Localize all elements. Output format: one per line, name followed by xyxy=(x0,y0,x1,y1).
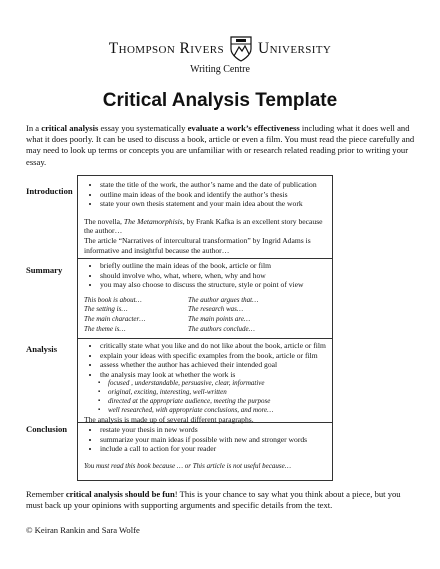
conclusion-note: You must read this book because … or This article is not useful because… xyxy=(84,461,291,470)
divider xyxy=(78,422,332,423)
conclusion-list xyxy=(84,425,328,454)
list-item: • explain your ideas with specific examples from the book, article or film xyxy=(100,351,328,361)
example-title: The Metamorphisis xyxy=(123,216,183,226)
list-item: • state your own thesis statement and your main idea about the work xyxy=(100,199,328,209)
list-item: • include a call to action for your reader xyxy=(100,444,328,454)
closing-bold: critical analysis should be fun xyxy=(65,489,175,499)
analysis-sublist xyxy=(84,379,328,414)
list-item: • state the title of the work, the author’s name and the date of publication xyxy=(100,180,328,190)
list-item: ▪ focused , understandable, persuasive, clear, informative xyxy=(108,379,328,388)
list-item: ▪ well researched, with appropriate conclusions, and more… xyxy=(108,406,328,415)
closing-text-1: Remember xyxy=(26,489,66,499)
starter-right: The main points are… xyxy=(188,314,251,323)
starter-left: The theme is… xyxy=(84,324,126,333)
intro-text-2: essay you systematically xyxy=(98,123,188,133)
list-item: • critically state what you like and do not like about the book, article or film xyxy=(100,341,328,351)
divider xyxy=(78,258,332,259)
conclusion-label: Conclusion xyxy=(26,424,68,434)
introduction-example-1 xyxy=(84,217,328,236)
list-item: • restate your thesis in new words xyxy=(100,425,328,435)
starter-left: The main character… xyxy=(84,314,146,323)
summary-sentence-starters xyxy=(84,296,328,334)
analysis-label: Analysis xyxy=(26,344,58,354)
summary-label: Summary xyxy=(26,265,63,275)
copyright-notice: © Keiran Rankin and Sara Wolfe xyxy=(26,525,140,535)
list-item: ▪ directed at the appropriate audience, meeting the purpose xyxy=(108,397,328,406)
university-name-part1: Thompson Rivers xyxy=(108,40,224,57)
starter-left: The setting is… xyxy=(84,305,128,314)
example-text: The novella, xyxy=(84,216,124,226)
intro-bold-1: critical analysis xyxy=(41,123,99,133)
writing-centre-label: Writing Centre xyxy=(190,64,250,75)
introduction-list xyxy=(84,180,328,209)
starter-left: This book is about… xyxy=(84,295,142,304)
introduction-example-2: The article “Narratives of intercultural transformation” by Ingrid Adams is informative and insightful because the author… xyxy=(84,235,311,255)
page-header xyxy=(0,36,440,75)
page-title: Critical Analysis Template xyxy=(102,90,338,111)
closing-text-2: ! This is your chance to say what you think about a piece, but you must back up your opinions with supporting arguments and specific details from the text. xyxy=(26,489,401,511)
analysis-list xyxy=(84,341,328,379)
intro-text-3: including what it does well and what it does poorly. It can be used to discuss a book, article or even a film. You must read the piece carefully and may need to look up terms or concepts you are unfamiliar with or research related reading prior to writing your essay. xyxy=(26,123,415,167)
introduction-section xyxy=(84,180,328,255)
summary-section xyxy=(84,261,328,334)
list-item: • outline main ideas of the book and identify the author’s thesis xyxy=(100,190,328,200)
closing-paragraph xyxy=(26,489,418,511)
introduction-label: Introduction xyxy=(26,186,73,196)
analysis-section xyxy=(84,341,328,424)
intro-text-1: In a xyxy=(26,123,42,133)
summary-list xyxy=(84,261,328,290)
list-item: • should involve who, what, where, when, why and how xyxy=(100,271,328,281)
list-item: • the analysis may look at whether the work is xyxy=(100,370,328,380)
list-item: ▪ original, exciting, interesting, well-written xyxy=(108,388,328,397)
template-box xyxy=(77,175,333,481)
starter-right: The author argues that… xyxy=(188,295,259,304)
example-text: , by Frank Kafka is an excellent story because the author… xyxy=(84,216,323,236)
divider xyxy=(78,338,332,339)
list-item: • summarize your main ideas if possible with new and stronger words xyxy=(100,435,328,445)
analysis-tail: The analysis is made up of several different paragraphs. xyxy=(84,414,254,424)
intro-paragraph xyxy=(26,123,418,168)
list-item: • briefly outline the main ideas of the book, article or film xyxy=(100,261,328,271)
conclusion-section xyxy=(84,425,328,471)
list-item: • assess whether the author has achieved their intended goal xyxy=(100,360,328,370)
university-name-part2: University xyxy=(258,40,332,57)
shield-icon xyxy=(230,36,252,62)
starter-right: The authors conclude… xyxy=(188,324,255,333)
starter-right: The research was… xyxy=(188,305,244,314)
intro-bold-2: evaluate a work’s effectiveness xyxy=(187,123,300,133)
university-logo xyxy=(0,36,440,62)
list-item: • you may also choose to discuss the structure, style or point of view xyxy=(100,280,328,290)
